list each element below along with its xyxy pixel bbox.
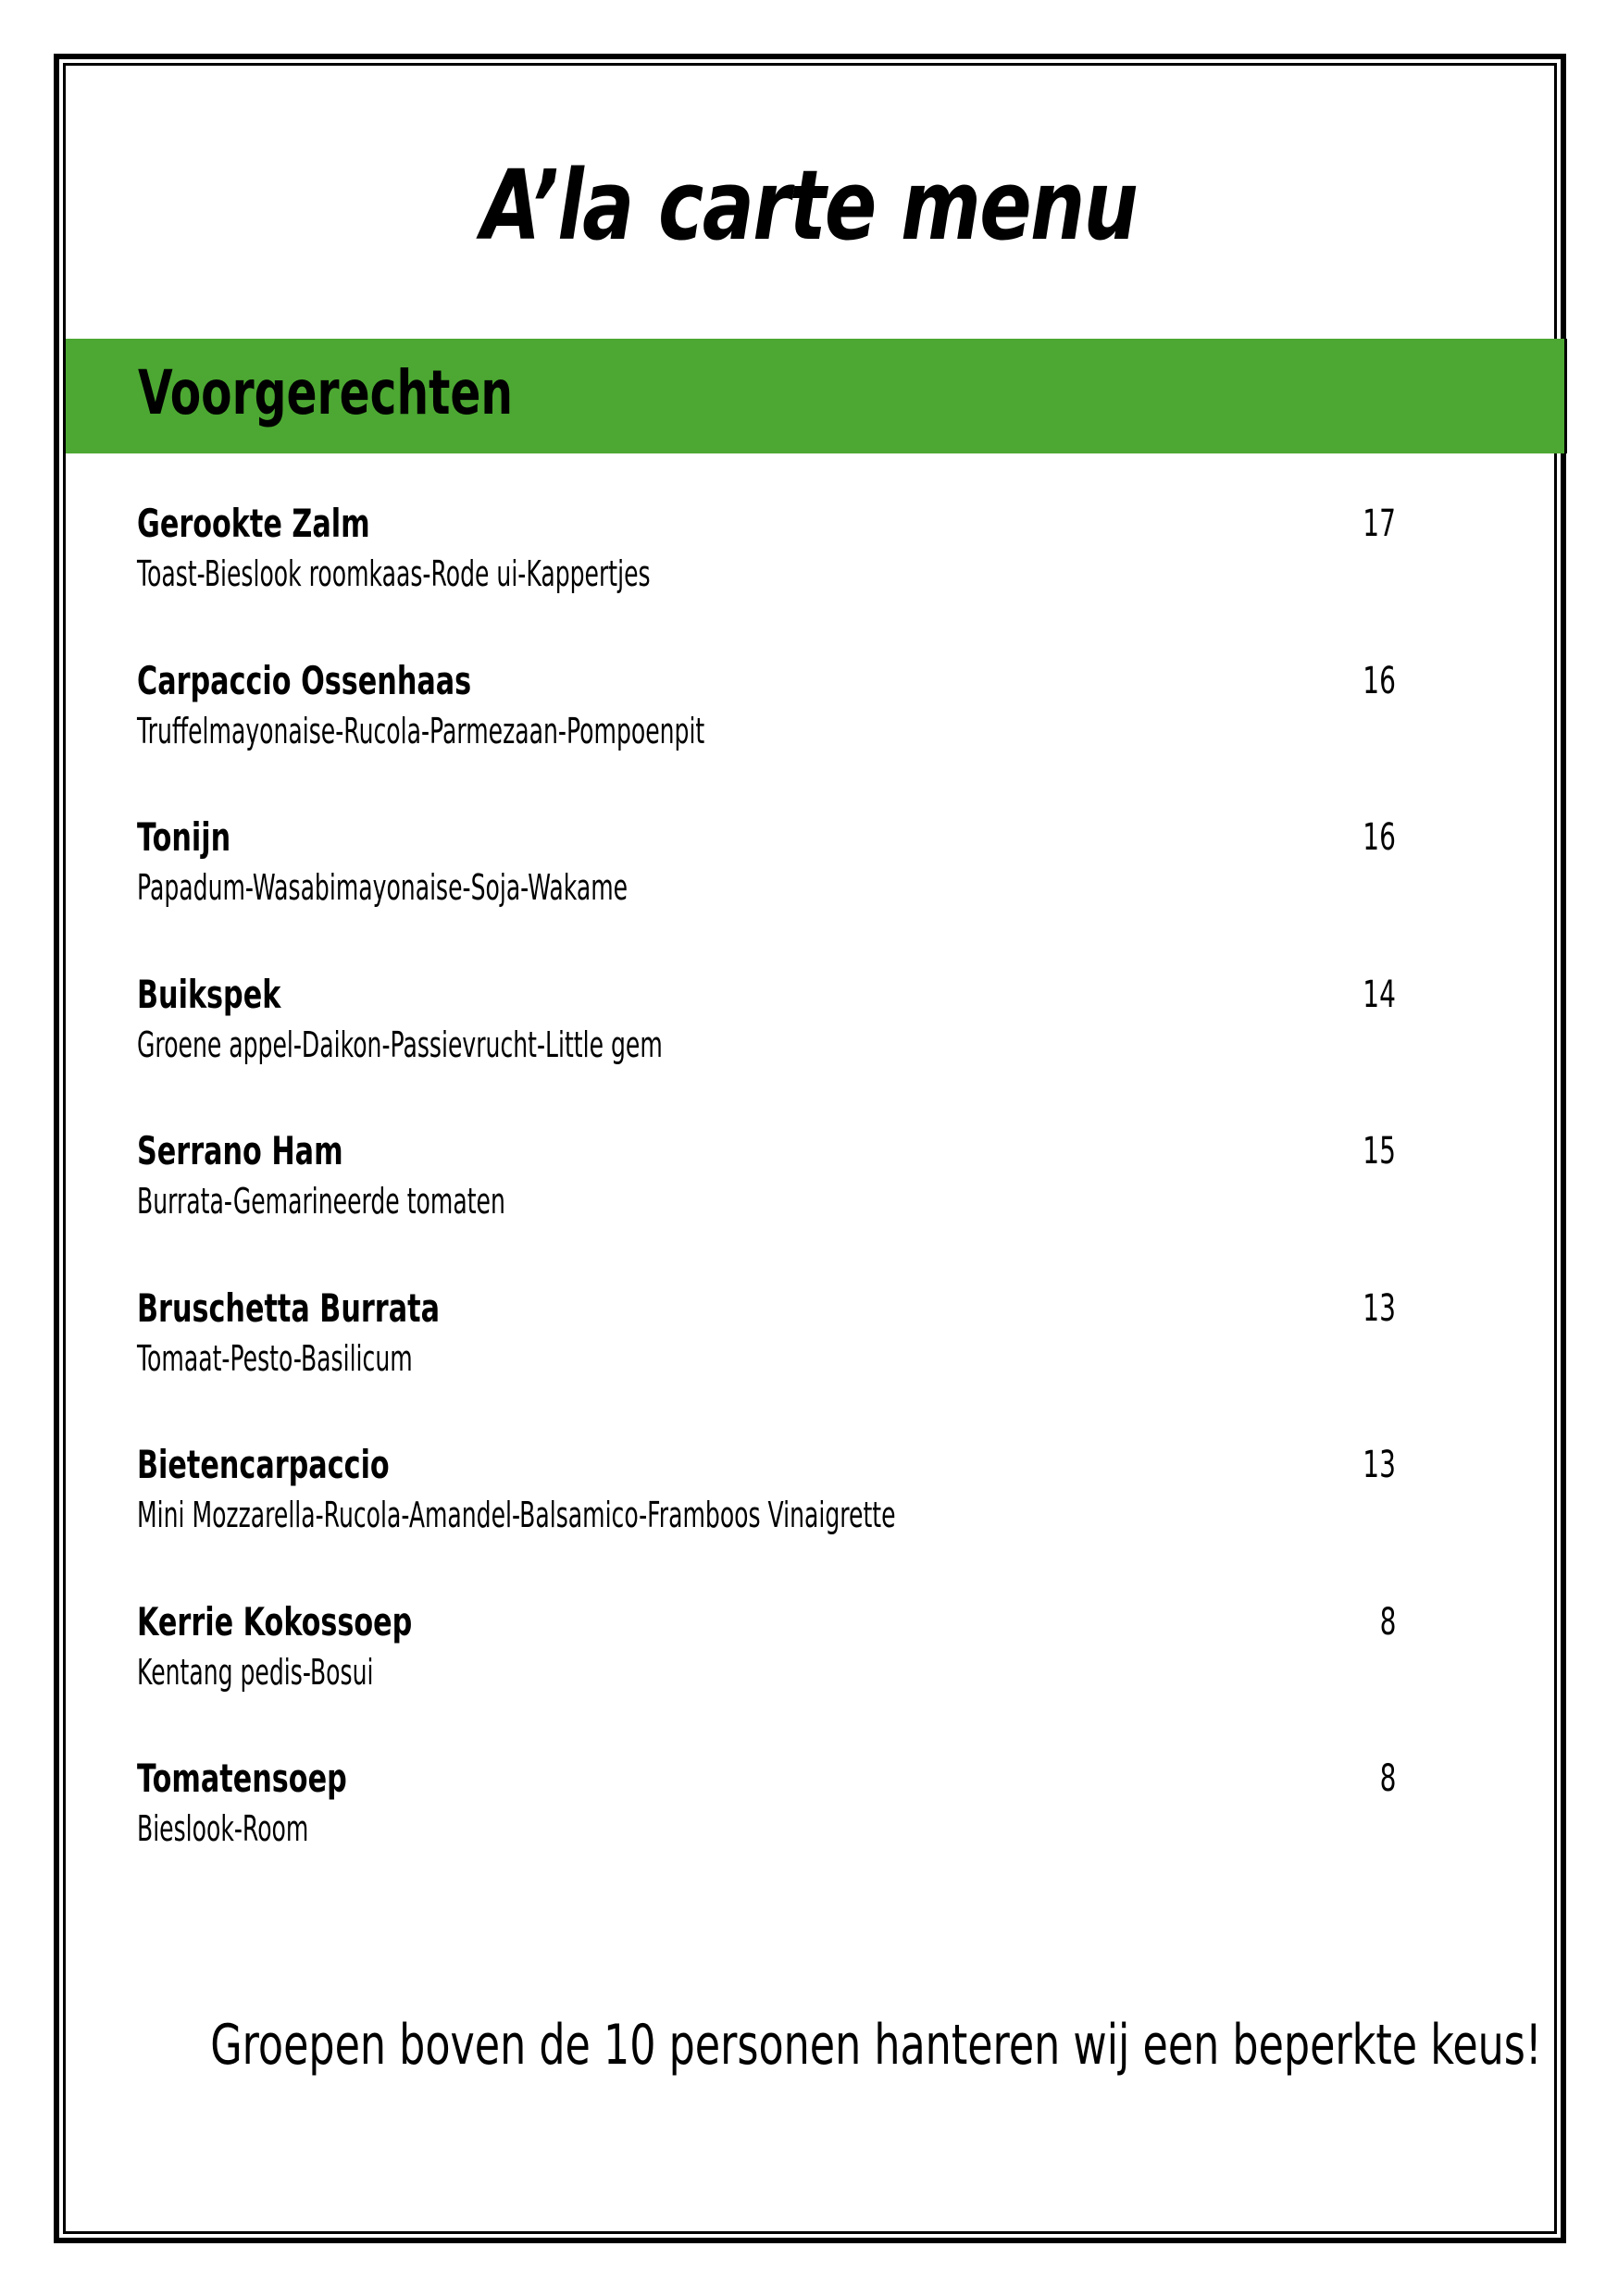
- menu-item: [137, 1285, 1396, 1442]
- item-description: Groene appel-Daikon-Passievrucht-Little gem: [137, 1024, 663, 1065]
- item-name: Carpaccio Ossenhaas: [137, 657, 472, 703]
- item-price: 16: [1363, 816, 1396, 859]
- menu-item: [137, 657, 1396, 814]
- page-title: A’la carte menu: [480, 149, 1138, 262]
- item-description: Papadum-Wasabimayonaise-Soja-Wakame: [137, 867, 629, 908]
- section-header-band: [66, 339, 1567, 453]
- item-name: Serrano Ham: [137, 1128, 343, 1173]
- item-name: Tonijn: [137, 814, 231, 860]
- item-description: Bieslook-Room: [137, 1808, 309, 1849]
- item-name: Gerookte Zalm: [137, 501, 370, 546]
- menu-item: [137, 500, 1396, 657]
- item-name: Kerrie Kokossoep: [137, 1598, 413, 1644]
- item-price: 14: [1363, 973, 1396, 1016]
- item-description: Toast-Bieslook roomkaas-Rode ui-Kappertjes: [137, 553, 651, 594]
- menu-item: [137, 1127, 1396, 1285]
- menu-list: [137, 500, 1396, 1912]
- item-price: 15: [1363, 1130, 1396, 1173]
- item-price: 8: [1379, 1757, 1396, 1800]
- menu-item: [137, 1441, 1396, 1598]
- item-price: 16: [1363, 659, 1396, 702]
- section-title: Voorgerechten: [138, 357, 514, 428]
- menu-item: [137, 971, 1396, 1128]
- item-price: 13: [1363, 1444, 1396, 1486]
- item-name: Bruschetta Burrata: [137, 1285, 440, 1331]
- item-price: 8: [1379, 1600, 1396, 1644]
- footer-note: Groepen boven de 10 personen hanteren wij een beperkte keus!: [210, 2013, 1542, 2078]
- item-description: Burrata-Gemarineerde tomaten: [137, 1181, 505, 1222]
- item-name: Buikspek: [137, 971, 281, 1017]
- item-name: Tomatensoep: [137, 1756, 347, 1801]
- item-description: Mini Mozzarella-Rucola-Amandel-Balsamico-Framboos Vinaigrette: [137, 1495, 896, 1535]
- menu-item: [137, 813, 1396, 971]
- item-description: Truffelmayonaise-Rucola-Parmezaan-Pompoenpit: [137, 710, 705, 751]
- menu-item: [137, 1755, 1396, 1912]
- item-name: Bietencarpaccio: [137, 1442, 390, 1487]
- menu-item: [137, 1598, 1396, 1756]
- item-price: 13: [1363, 1286, 1396, 1330]
- item-description: Kentang pedis-Bosui: [137, 1651, 374, 1693]
- item-price: 17: [1363, 503, 1396, 545]
- item-description: Tomaat-Pesto-Basilicum: [137, 1337, 413, 1379]
